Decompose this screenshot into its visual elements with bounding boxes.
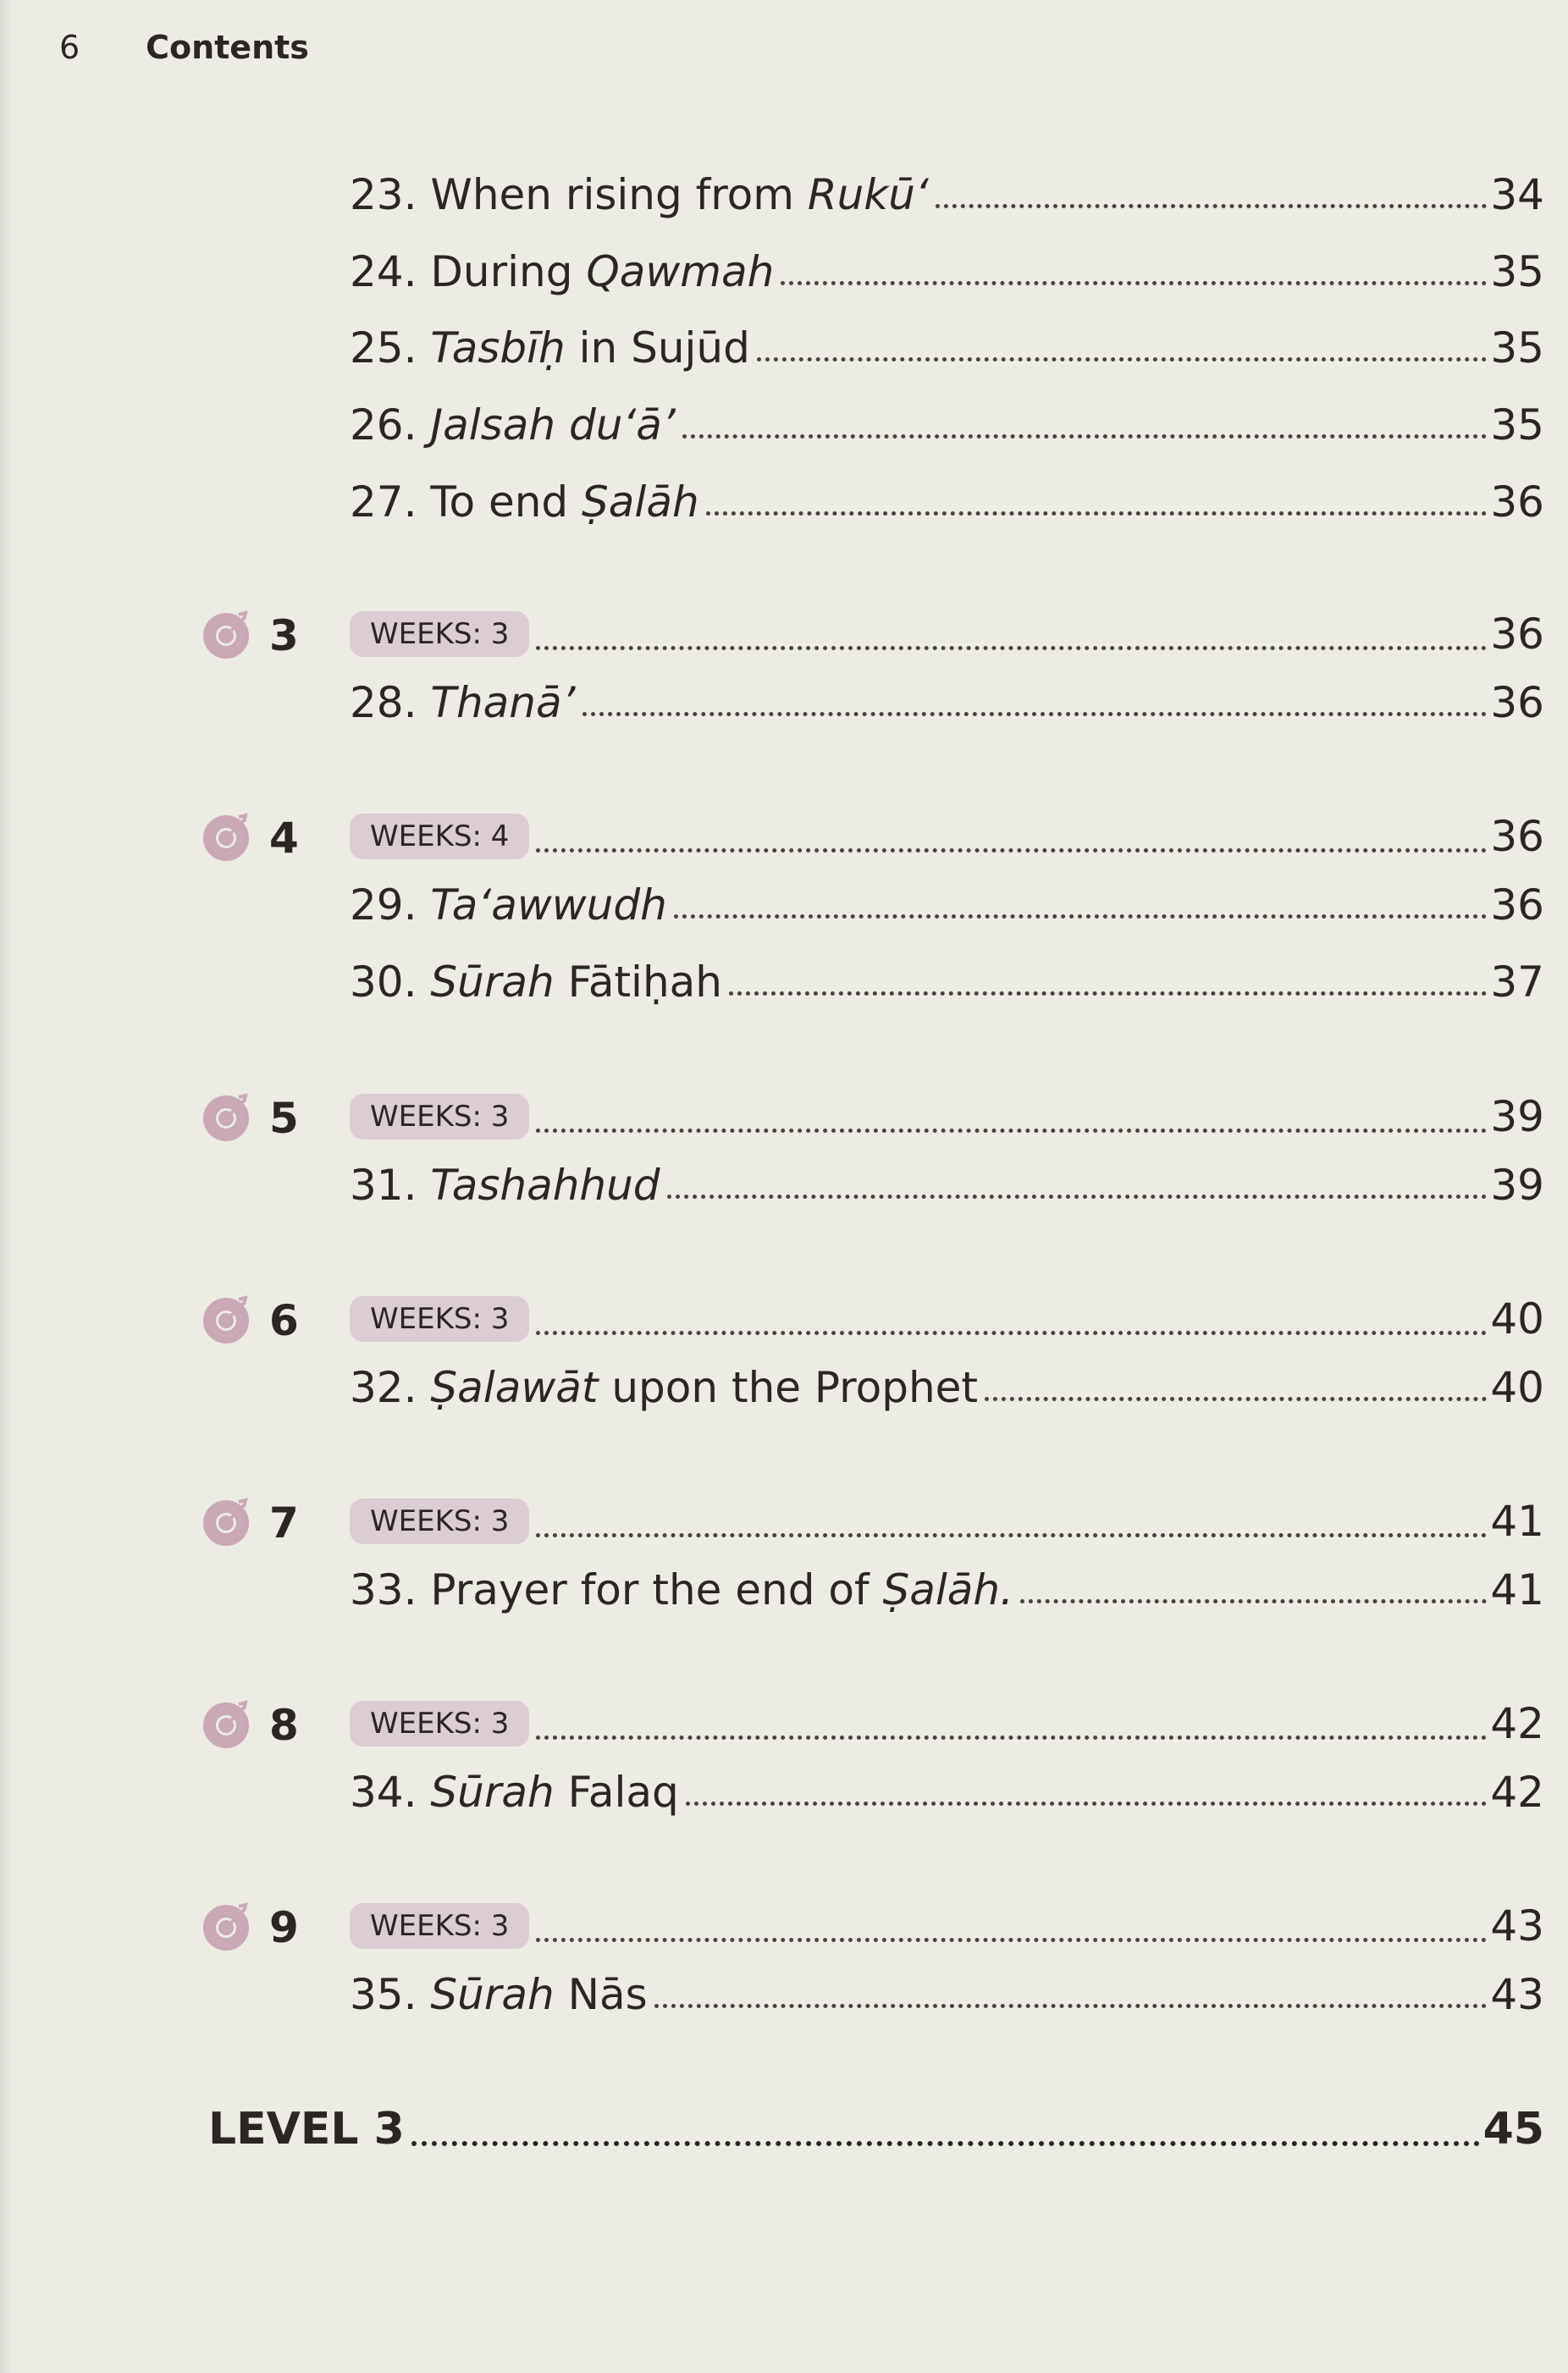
entry-page-number: 41 (1490, 1565, 1544, 1614)
toc-entry[interactable] (350, 880, 1544, 930)
entry-italic-text: Sūrah (430, 957, 555, 1007)
entry-title (350, 247, 775, 296)
entry-page-number: 43 (1490, 1970, 1544, 2019)
dot-leader (411, 2141, 1480, 2146)
week-row[interactable] (203, 1293, 1544, 1345)
entry-text: Falaq (554, 1768, 679, 1817)
entry-text: To end (430, 477, 582, 527)
entry-title (350, 880, 667, 930)
toc-entry[interactable] (350, 400, 1544, 450)
week-number: 8 (269, 1701, 299, 1750)
entry-title (350, 678, 576, 727)
target-icon (203, 1092, 252, 1141)
dot-leader (536, 1129, 1487, 1133)
week-row[interactable] (203, 1697, 1544, 1750)
target-icon (203, 1901, 252, 1951)
week-page-number: 39 (1490, 1092, 1544, 1141)
weeks-badge: WEEKS: 4 (350, 814, 529, 859)
entry-page-number: 34 (1490, 170, 1544, 219)
week-heading[interactable] (350, 608, 1544, 660)
week-number: 6 (269, 1296, 299, 1345)
weeks-badge: WEEKS: 3 (350, 1094, 529, 1140)
weeks-badge: WEEKS: 3 (350, 1498, 529, 1544)
entry-italic-text: Ta‘awwudh (430, 880, 667, 930)
entry-text: During (430, 247, 587, 296)
entry-page-number: 35 (1490, 247, 1544, 296)
dot-leader (674, 914, 1488, 919)
entry-italic-text: Sūrah (430, 1970, 555, 2019)
weeks-badge: WEEKS: 3 (350, 1701, 529, 1747)
week-heading[interactable] (350, 810, 1544, 863)
entry-text: in Sujūd (565, 323, 750, 373)
dot-leader (936, 204, 1488, 208)
entry-number: 30. (350, 957, 431, 1007)
toc-entry[interactable] (350, 1768, 1544, 1817)
entry-title (350, 400, 676, 450)
entry-text: When rising from (430, 170, 808, 219)
entry-title (350, 957, 722, 1007)
week-heading[interactable] (350, 1090, 1544, 1143)
toc-entry[interactable] (350, 1161, 1544, 1210)
dot-leader (985, 1397, 1487, 1401)
entry-title (350, 1970, 648, 2019)
toc-level-row[interactable] (208, 2104, 1544, 2155)
entry-text: Prayer for the end of (430, 1565, 883, 1614)
dot-leader (729, 991, 1487, 996)
dot-leader (536, 646, 1487, 650)
entry-number: 23. (350, 170, 431, 219)
dot-leader (706, 511, 1488, 516)
week-heading[interactable] (350, 1900, 1544, 1952)
entry-number: 25. (350, 323, 431, 373)
dot-leader (536, 1331, 1487, 1335)
entry-italic-text: Thanā’ (430, 678, 576, 727)
target-icon (203, 1294, 252, 1344)
entry-number: 31. (350, 1161, 431, 1210)
toc-entry[interactable] (350, 957, 1544, 1007)
entry-italic-text: Qawmah (586, 247, 775, 296)
entry-page-number: 37 (1490, 957, 1544, 1007)
entry-number: 33. (350, 1565, 431, 1614)
entry-page-number: 36 (1490, 477, 1544, 527)
level-label: LEVEL 3 (208, 2104, 405, 2155)
entry-title (350, 1363, 979, 1412)
week-heading[interactable] (350, 1697, 1544, 1750)
toc-entry[interactable] (350, 1970, 1544, 2019)
weeks-badge: WEEKS: 3 (350, 1903, 529, 1949)
target-icon (203, 1497, 252, 1546)
entry-number: 26. (350, 400, 431, 450)
week-number: 4 (269, 814, 299, 863)
dot-leader (536, 848, 1487, 853)
week-number: 7 (269, 1498, 299, 1548)
entry-page-number: 42 (1490, 1768, 1544, 1817)
week-heading[interactable] (350, 1293, 1544, 1345)
dot-leader (536, 1736, 1487, 1740)
week-number: 9 (269, 1903, 299, 1952)
week-row[interactable] (203, 810, 1544, 863)
entry-number: 27. (350, 477, 431, 527)
target-icon (203, 812, 252, 861)
dot-leader (686, 1802, 1488, 1806)
page-number: 6 (59, 29, 80, 66)
week-page-number: 43 (1490, 1901, 1544, 1951)
toc-entry[interactable] (350, 247, 1544, 296)
entry-title (350, 1161, 660, 1210)
page-title: Contents (146, 29, 309, 66)
week-page-number: 36 (1490, 812, 1544, 861)
entry-page-number: 36 (1490, 880, 1544, 930)
dot-leader (667, 1195, 1488, 1199)
week-number: 3 (269, 611, 299, 660)
week-page-number: 42 (1490, 1699, 1544, 1748)
entry-italic-text: Sūrah (430, 1768, 555, 1817)
target-icon (203, 1699, 252, 1748)
level-page: 45 (1482, 2104, 1544, 2155)
week-row[interactable] (203, 608, 1544, 660)
entry-italic-text: Ṣalāh. (882, 1565, 1013, 1614)
toc-entry[interactable] (350, 1565, 1544, 1614)
entry-page-number: 40 (1490, 1363, 1544, 1412)
week-row[interactable] (203, 1495, 1544, 1548)
dot-leader (757, 357, 1488, 361)
week-row[interactable] (203, 1090, 1544, 1143)
dot-leader (536, 1938, 1487, 1942)
weeks-badge: WEEKS: 3 (350, 611, 529, 657)
entry-page-number: 35 (1490, 323, 1544, 373)
entry-italic-text: Tashahhud (430, 1161, 660, 1210)
toc-entry[interactable] (350, 678, 1544, 727)
week-number: 5 (269, 1094, 299, 1143)
target-icon (203, 610, 252, 659)
entry-page-number: 35 (1490, 400, 1544, 450)
dot-leader (682, 434, 1488, 439)
entry-text: Fātiḥah (554, 957, 722, 1007)
entry-title (350, 1768, 679, 1817)
entry-text: Nās (554, 1970, 648, 2019)
entry-number: 29. (350, 880, 431, 930)
entry-title (350, 1565, 1013, 1614)
week-heading[interactable] (350, 1495, 1544, 1548)
entry-italic-text: Rukū‘ (807, 170, 929, 219)
toc-entry[interactable] (350, 1363, 1544, 1412)
week-page-number: 41 (1490, 1497, 1544, 1546)
entry-title (350, 170, 929, 219)
week-page-number: 40 (1490, 1294, 1544, 1344)
week-row[interactable] (203, 1900, 1544, 1952)
entry-number: 34. (350, 1768, 431, 1817)
entry-title (350, 323, 750, 373)
entry-italic-text: Tasbīḥ (430, 323, 566, 373)
dot-leader (654, 2004, 1488, 2008)
dot-leader (1020, 1599, 1487, 1603)
entry-italic-text: Ṣalāh (582, 477, 699, 527)
entry-text: upon the Prophet (598, 1363, 979, 1412)
weeks-badge: WEEKS: 3 (350, 1296, 529, 1342)
entry-number: 28. (350, 678, 431, 727)
entry-italic-text: Ṣalawāt (430, 1363, 599, 1412)
entry-page-number: 36 (1490, 678, 1544, 727)
dot-leader (536, 1533, 1487, 1537)
dot-leader (582, 712, 1488, 716)
toc-entry[interactable] (350, 477, 1544, 527)
entry-page-number: 39 (1490, 1161, 1544, 1210)
toc-entry[interactable] (350, 323, 1544, 373)
toc-entry[interactable] (350, 170, 1544, 219)
entry-number: 24. (350, 247, 431, 296)
dot-leader (781, 281, 1487, 285)
entry-title (350, 477, 699, 527)
week-page-number: 36 (1490, 610, 1544, 659)
entry-number: 35. (350, 1970, 431, 2019)
entry-number: 32. (350, 1363, 431, 1412)
entry-italic-text: Jalsah du‘ā’ (430, 400, 676, 450)
